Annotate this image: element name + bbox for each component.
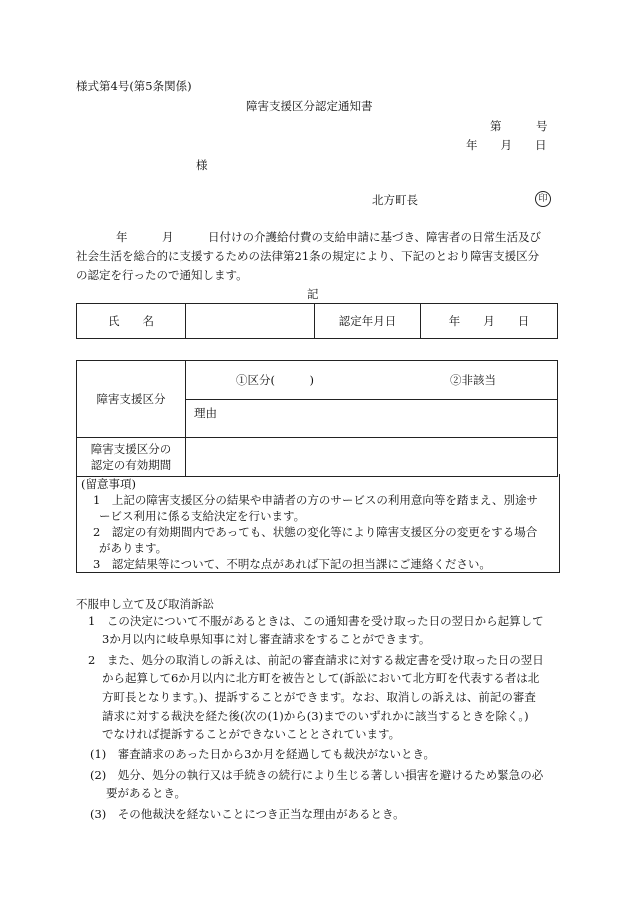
form-number: 様式第4号(第5条関係): [76, 79, 192, 93]
date-value: 年 月 日: [448, 314, 530, 328]
appeal-2-line-3: 方町長となります。)、提訴することができます。なお、取消しの訴えは、前記の審査: [102, 690, 536, 704]
appeal-sub-2-line-1: (2) 処分、処分の執行又は手続きの続行により生じる著しい損害を避けるため緊急の必: [90, 768, 544, 782]
ki-label: 記: [307, 287, 319, 301]
issue-date: 年 月 日: [466, 138, 547, 152]
body-line-3: の認定を行ったので通知します。: [76, 268, 248, 282]
appeal-sub-1: (1) 審査請求のあった日から3か月を経過しても裁決がないとき。: [90, 747, 436, 761]
issuer-name: 北方町長: [372, 193, 418, 207]
note-3: 3 認定結果等について、不明な点があれば下記の担当課にご連絡ください。: [93, 557, 491, 571]
note-2-line-1: 2 認定の有効期間内であっても、状態の変化等により障害支援区分の変更をする場合: [93, 525, 538, 539]
period-value-cell: [186, 438, 558, 477]
appeal-2-line-5: でなければ提訴することができないこととされています。: [102, 727, 401, 741]
appeal-1-line-2: 3か月以内に岐阜県知事に対し審査請求をすることができます。: [102, 632, 431, 646]
name-value-cell: [186, 304, 315, 339]
notes-box: [76, 474, 560, 573]
period-label-line-2: 認定の有効期間: [90, 458, 172, 472]
category-option-1: ①区分( ): [236, 373, 314, 387]
note-1-line-2: ービス利用に係る支給決定を行います。: [99, 509, 306, 523]
date-label-cell: [315, 304, 421, 339]
period-label-line-1: 障害支援区分の: [90, 442, 172, 456]
appeal-2-line-2: から起算して6か月以内に北方町を被告として(訴訟において北方町を代表する者は北: [102, 671, 540, 685]
appeal-heading: 不服申し立て及び取消訴訟: [76, 597, 214, 611]
addressee-suffix: 様: [196, 158, 208, 172]
reason-cell: [186, 400, 558, 438]
name-label: 氏 名: [108, 314, 154, 328]
date-label: 認定年月日: [338, 314, 397, 328]
category-label: 障害支援区分: [96, 392, 166, 406]
name-date-table: [76, 303, 558, 339]
appeal-sub-2-line-2: 要があるとき。: [106, 786, 187, 800]
category-options-cell: [186, 361, 558, 400]
note-1-line-1: 1 上記の障害支援区分の結果や申請者の方のサービスの利用意向等を踏まえ、別途サ: [93, 493, 539, 507]
category-option-2: ②非該当: [450, 373, 496, 387]
reason-label: 理由: [194, 406, 217, 420]
period-label-cell: [77, 438, 186, 477]
date-value-cell: [421, 304, 558, 339]
appeal-sub-3: (3) その他裁決を経ないことにつき正当な理由があるとき。: [90, 807, 405, 821]
body-line-1: 年 月 日付けの介護給付費の支給申請に基づき、障害者の日常生活及び: [116, 230, 542, 244]
category-label-cell: [77, 361, 186, 438]
seal-mark: 印: [535, 191, 551, 207]
notes-heading: (留意事項): [81, 477, 136, 491]
appeal-1-line-1: 1 この決定について不服があるときは、この通知書を受け取った日の翌日から起算して: [88, 614, 544, 628]
appeal-2-line-1: 2 また、処分の取消しの訴えは、前記の審査請求に対する裁定書を受け取った日の翌日: [88, 653, 544, 667]
support-category-table: [76, 360, 558, 477]
body-line-2: 社会生活を総合的に支援するための法律第21条の規定により、下記のとおり障害支援区分: [76, 249, 540, 263]
document-title: 障害支援区分認定通知書: [246, 99, 373, 113]
name-label-cell: [77, 304, 186, 339]
appeal-2-line-4: 請求に対する裁決を経た後(次の(1)から(3)までのいずれかに該当するときを除く。): [102, 709, 529, 723]
note-2-line-2: があります。: [99, 541, 168, 555]
document-number: 第 号: [490, 119, 548, 133]
